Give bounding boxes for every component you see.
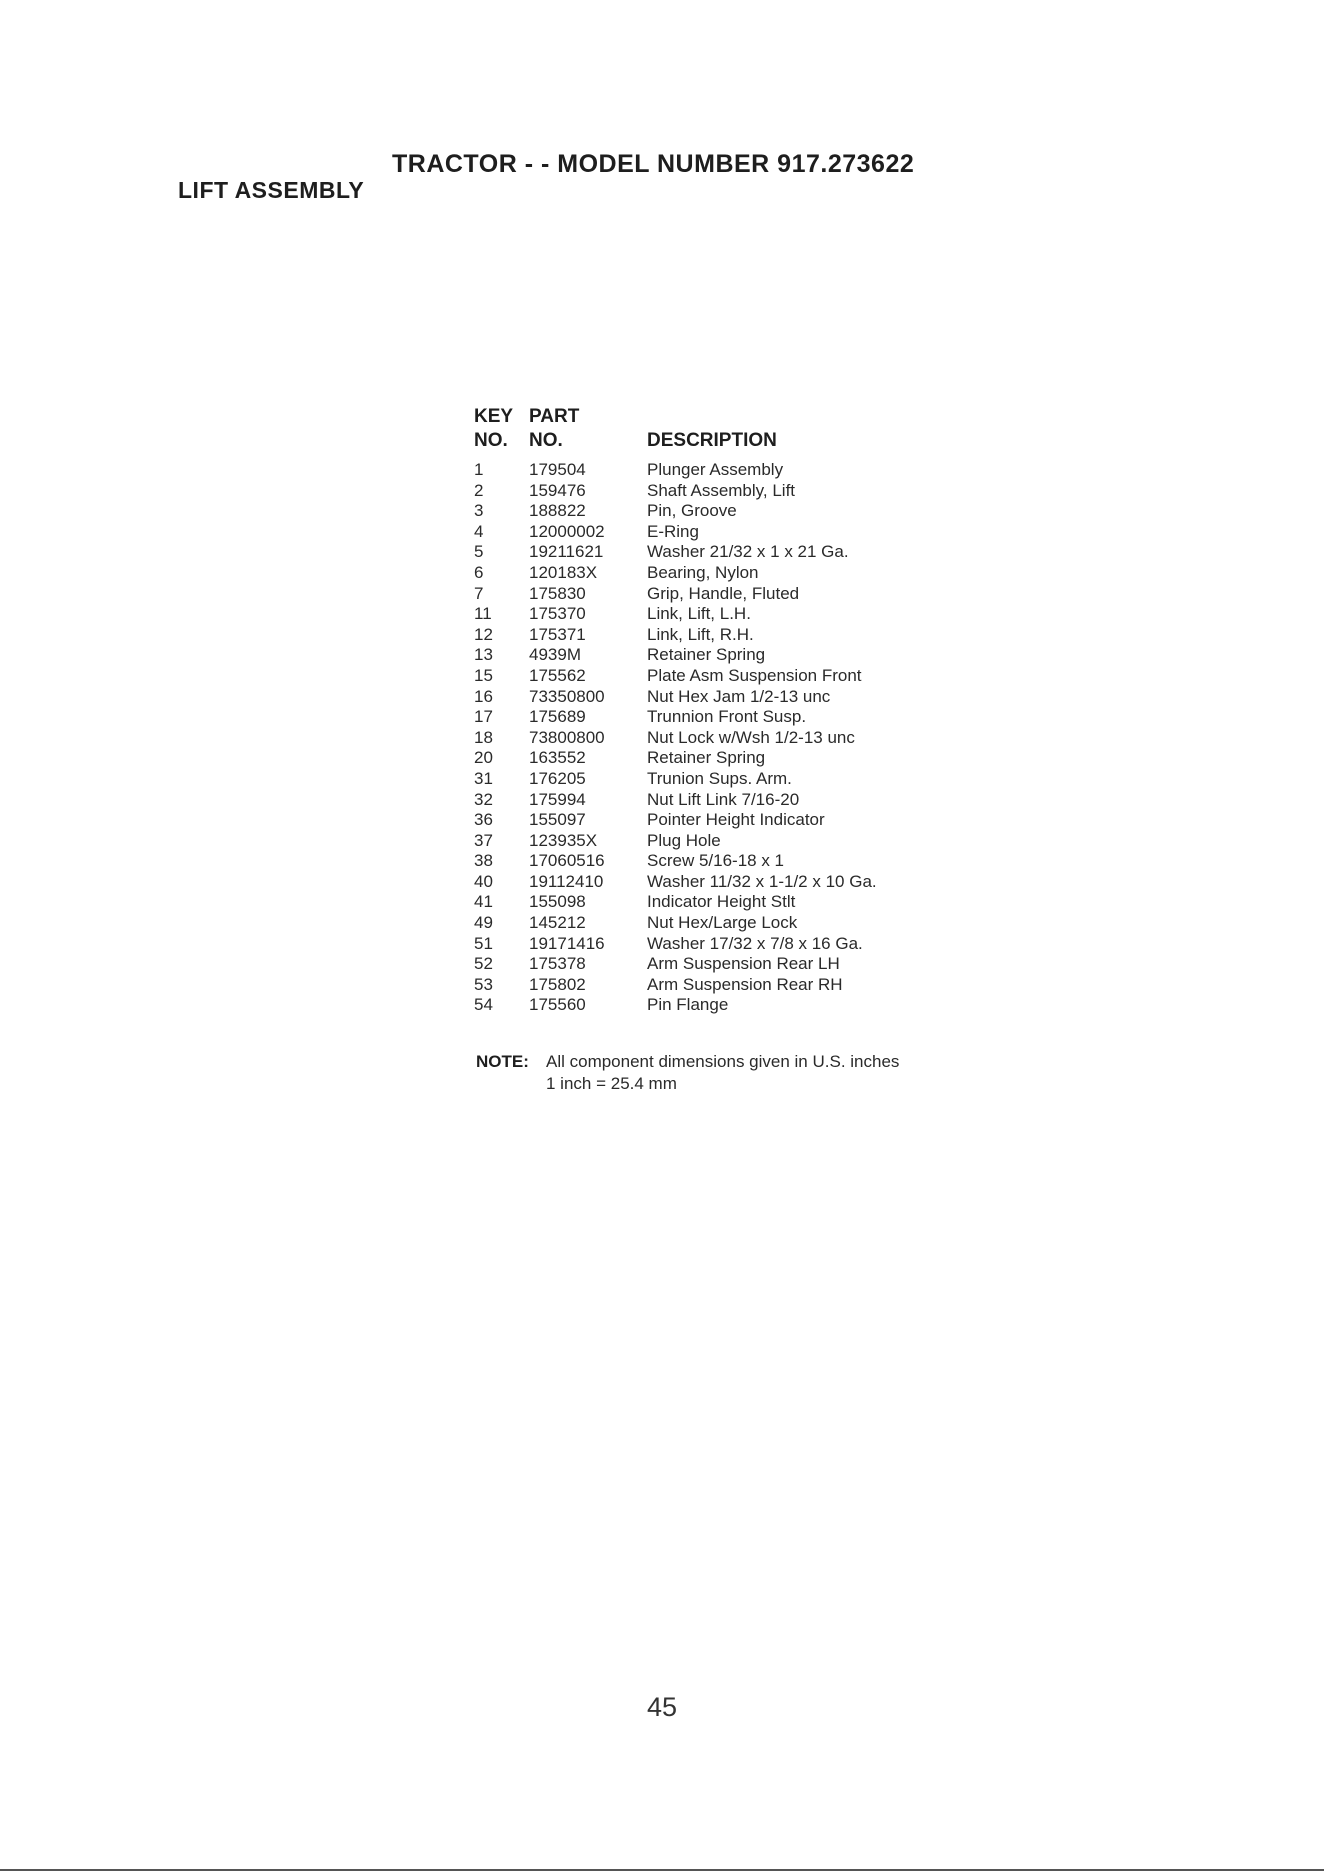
row-key: 18 [474,727,493,747]
row-part-number: 123935X [529,830,598,850]
row-description: Arm Suspension Rear LH [647,954,840,974]
row-part-number: 175802 [529,974,586,994]
row-key: 12 [474,624,493,644]
bottom-rule [0,1869,1324,1871]
row-description: Nut Hex/Large Lock [647,913,798,933]
row-part-number: 19112410 [529,871,604,891]
row-description: Shaft Assembly, Lift [647,480,796,500]
row-part-number: 175689 [529,707,586,727]
row-description: Pin Flange [647,995,729,1015]
row-part-number: 175371 [529,624,586,644]
row-key: 4 [474,521,484,541]
row-key: 37 [474,830,493,850]
row-part-number: 163552 [529,748,586,768]
row-description: E-Ring [647,521,699,541]
row-description: Indicator Height Stlt [647,892,796,912]
row-description: Nut Lift Link 7/16-20 [647,789,800,809]
row-description: Washer 11/32 x 1-1/2 x 10 Ga. [647,871,877,891]
row-part-number: 73350800 [529,686,605,706]
row-key: 6 [474,562,484,582]
row-description: Trunnion Front Susp. [647,707,807,727]
row-description: Washer 21/32 x 1 x 21 Ga. [647,542,849,562]
row-description: Link, Lift, R.H. [647,624,754,644]
row-description: Trunion Sups. Arm. [647,768,792,788]
row-key: 7 [474,583,484,603]
row-description: Nut Lock w/Wsh 1/2-13 unc [647,727,855,747]
row-key: 51 [474,933,493,953]
row-part-number: 175560 [529,995,586,1015]
note-label: NOTE: [476,1052,529,1071]
row-description: Plunger Assembly [647,460,784,479]
row-description: Washer 17/32 x 7/8 x 16 Ga. [647,933,863,953]
row-key: 54 [474,995,493,1015]
row-part-number: 175830 [529,583,586,603]
row-key: 1 [474,460,484,479]
note [476,1052,899,1094]
row-description: Pointer Height Indicator [647,810,825,830]
row-part-number: 175994 [529,789,586,809]
row-key: 20 [474,748,493,768]
row-description: Grip, Handle, Fluted [647,583,800,603]
row-part-number: 4939M [529,645,581,665]
row-key: 53 [474,974,493,994]
note-text-2: 1 inch = 25.4 mm [546,1074,677,1093]
row-part-number: 19211621 [529,542,604,562]
row-part-number: 159476 [529,480,586,500]
row-part-number: 175370 [529,604,586,624]
row-key: 49 [474,913,493,933]
note-line-1 [476,1052,899,1072]
row-part-number: 17060516 [529,851,605,871]
row-key: 13 [474,645,493,665]
row-part-number: 19171416 [529,933,605,953]
note-text-1: All component dimensions given in U.S. inches [546,1052,900,1071]
row-key: 3 [474,501,484,521]
row-description: Screw 5/16-18 x 1 [647,851,785,871]
row-part-number: 175378 [529,954,586,974]
row-description: Pin, Groove [647,501,737,521]
row-key: 11 [474,604,492,624]
header-part: PART [529,406,580,427]
row-key: 16 [474,686,493,706]
row-key: 40 [474,871,493,891]
row-part-number: 176205 [529,768,586,788]
section-title: LIFT ASSEMBLY [178,177,365,203]
row-key: 17 [474,707,493,727]
row-description: Bearing, Nylon [647,562,759,582]
row-description: Link, Lift, L.H. [647,604,751,624]
row-key: 5 [474,542,484,562]
page-number: 45 [646,1692,678,1722]
row-description: Nut Hex Jam 1/2-13 unc [647,686,831,706]
row-key: 38 [474,851,493,871]
row-part-number: 175562 [529,665,586,685]
row-key: 41 [474,892,493,912]
page-title: TRACTOR - - MODEL NUMBER 917.273622 [392,150,915,178]
header-key-no: NO. [474,430,508,451]
row-description: Retainer Spring [647,645,766,665]
header-key: KEY [474,406,514,427]
row-description: Plate Asm Suspension Front [647,665,862,685]
row-key: 2 [474,480,484,500]
row-key: 36 [474,810,493,830]
row-part-number: 188822 [529,501,586,521]
header-part-no: NO. [529,430,563,451]
row-part-number: 73800800 [529,727,605,747]
row-part-number: 145212 [529,913,586,933]
row-description: Plug Hole [647,830,721,850]
row-part-number: 155097 [529,810,586,830]
row-key: 31 [474,768,493,788]
row-part-number: 12000002 [529,521,605,541]
header-description: DESCRIPTION [647,430,777,451]
row-key: 32 [474,789,493,809]
row-key: 15 [474,665,493,685]
row-key: 52 [474,954,493,974]
row-description: Retainer Spring [647,748,766,768]
row-part-number: 179504 [529,460,586,479]
row-part-number: 120183X [529,562,598,582]
row-part-number: 155098 [529,892,586,912]
row-description: Arm Suspension Rear RH [647,974,843,994]
